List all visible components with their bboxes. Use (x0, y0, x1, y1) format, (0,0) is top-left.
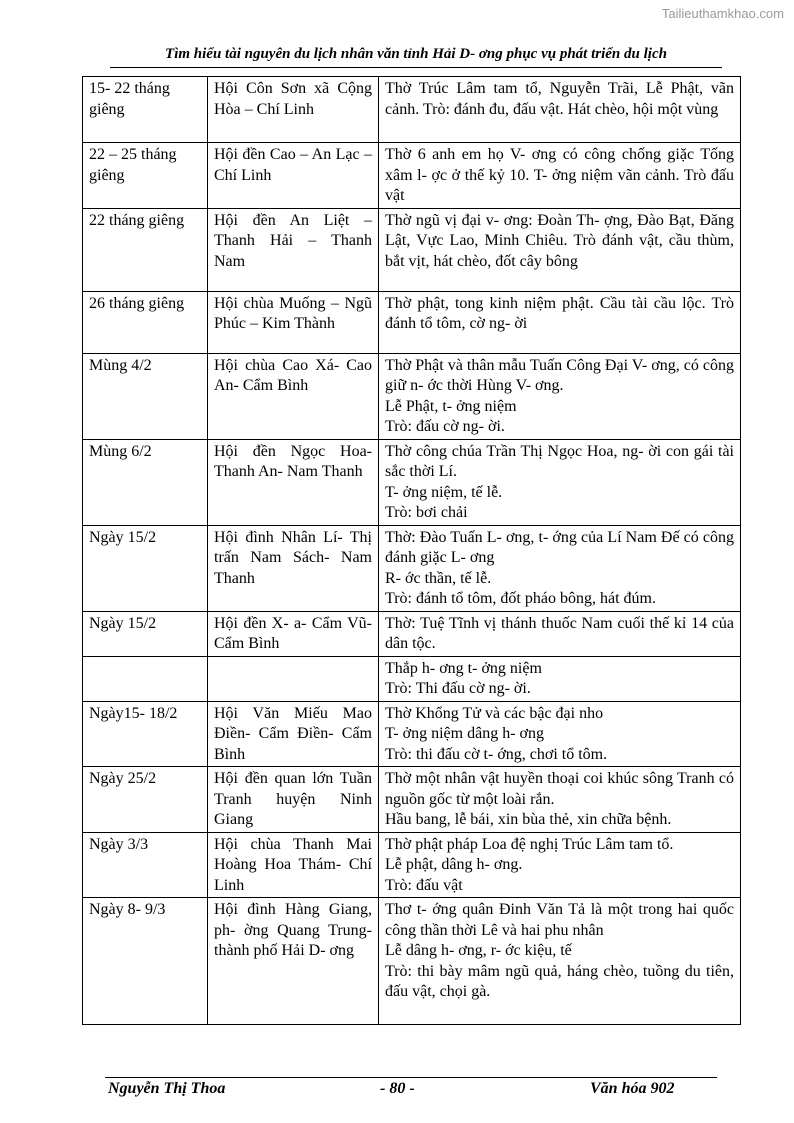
festival-place: Hội chùa Muống – Ngũ Phúc – Kim Thành (208, 291, 379, 353)
description-line: Thơ t- ớng quân Đinh Văn Tả là một trong hai quốc công thần thời Lê và hai phu nhân (385, 901, 734, 939)
description-line: Lễ dâng h- ơng, r- ớc kiệu, tế (385, 942, 572, 959)
footer-author: Nguyễn Thị Thoa (108, 1080, 226, 1097)
page-header: Tìm hiểu tài nguyên du lịch nhân văn tỉnh Hải D- ơng phục vụ phát triển du lịch (165, 46, 667, 62)
footer-course: Văn hóa 902 (590, 1080, 675, 1097)
table-row (83, 77, 741, 143)
description-line: Trò: đấu cờ ng- ời. (385, 418, 505, 435)
festival-description (379, 77, 741, 143)
festival-description (379, 208, 741, 291)
table-row (83, 611, 741, 656)
festival-description (379, 832, 741, 898)
festival-description (379, 656, 741, 701)
table-row (83, 208, 741, 291)
festival-date (83, 656, 208, 701)
festival-place: Hội đền An Liệt – Thanh Hải – Thanh Nam (208, 208, 379, 291)
festival-description (379, 611, 741, 656)
festival-description (379, 291, 741, 353)
festival-date: Ngày 8- 9/3 (83, 898, 208, 1025)
description-line: Trò: Thi đấu cờ ng- ời. (385, 680, 531, 697)
description-line: T- ởng niệm, tế lễ. (385, 483, 503, 501)
table-row (83, 832, 741, 898)
footer-page-number: - 80 - (380, 1080, 415, 1097)
description-line: Lễ phật, dâng h- ơng. (385, 856, 523, 873)
header-divider (110, 67, 722, 68)
description-line: Thờ công chúa Trần Thị Ngọc Hoa, ng- ời con gái tài sắc thời Lí. (385, 442, 734, 480)
description-line: Thờ phật pháp Loa đệ nghị Trúc Lâm tam tổ. (385, 835, 674, 853)
description-line: Thờ phật, tong kinh niệm phật. Cầu tài cầu lộc. Trò đánh tổ tôm, cờ ng- ời (385, 294, 734, 332)
table-row (83, 525, 741, 611)
description-line: Trò: đánh tổ tôm, đốt pháo bông, hát đúm. (385, 590, 656, 607)
festival-date: Ngày 3/3 (83, 832, 208, 898)
description-line: Thờ: Đào Tuấn L- ơng, t- ớng của Lí Nam Đế có công đánh giặc L- ơng (385, 528, 734, 566)
description-line: Thờ Trúc Lâm tam tổ, Nguyễn Trãi, Lễ Phật, vãn cảnh. Trò: đánh đu, đấu vật. Hát chèo, hội một vùng (385, 80, 734, 118)
table-row (83, 353, 741, 439)
festival-place: Hội đền Ngọc Hoa- Thanh An- Nam Thanh (208, 439, 379, 525)
description-line: Thờ Khổng Tử và các bậc đại nho (385, 704, 604, 722)
watermark: Tailieuthamkhao.com (661, 6, 784, 21)
festival-description (379, 353, 741, 439)
festival-place: Hội đền quan lớn Tuần Tranh huyện Ninh Giang (208, 767, 379, 833)
festival-place: Hội Văn Miếu Mao Điền- Cẩm Điền- Cẩm Bình (208, 701, 379, 767)
festival-date: 22 – 25 tháng giêng (83, 143, 208, 209)
table-row (83, 701, 741, 767)
table-row (83, 898, 741, 1025)
description-line: Trò: bơi chải (385, 504, 468, 521)
description-line: Trò: thi đấu cờ t- ớng, chơi tổ tôm. (385, 745, 608, 763)
festival-description (379, 439, 741, 525)
description-line: Thờ ngũ vị đại v- ơng: Đoàn Th- ợng, Đào Bạt, Đăng Lật, Vực Lao, Minh Chiêu. Trò đánh vật, cầu thùm, bắt vịt, hát chèo, đốt cây bông (385, 211, 734, 270)
description-line: Thắp h- ơng t- ởng niệm (385, 659, 542, 677)
festival-description (379, 143, 741, 209)
description-line: R- ớc thần, tế lễ. (385, 569, 492, 587)
festival-place: Hội đình Nhân Lí- Thị trấn Nam Sách- Nam Thanh (208, 525, 379, 611)
festival-date: Ngày 15/2 (83, 611, 208, 656)
festival-place: Hội đình Hàng Giang, ph- ờng Quang Trung- thành phố Hải D- ơng (208, 898, 379, 1025)
festival-description (379, 767, 741, 833)
festival-date: Mùng 6/2 (83, 439, 208, 525)
table-row (83, 656, 741, 701)
festival-place: Hội chùa Thanh Mai Hoàng Hoa Thám- Chí Linh (208, 832, 379, 898)
festival-date: 15- 22 tháng giêng (83, 77, 208, 143)
festival-description (379, 525, 741, 611)
description-line: T- ởng niệm dâng h- ơng (385, 725, 544, 742)
description-line: Trò: đấu vật (385, 876, 463, 894)
description-line: Thờ 6 anh em họ V- ơng có công chống giặc Tống xâm l- ợc ở thế kỷ 10. T- ởng niệm vãn cảnh. Trò đấu vật (385, 146, 734, 204)
table-row (83, 767, 741, 833)
festival-date: Mùng 4/2 (83, 353, 208, 439)
festival-place (208, 656, 379, 701)
table-row (83, 143, 741, 209)
table-row (83, 291, 741, 353)
footer-divider (105, 1077, 717, 1078)
festival-description (379, 701, 741, 767)
festival-place: Hội Côn Sơn xã Cộng Hòa – Chí Linh (208, 77, 379, 143)
festival-place: Hội chùa Cao Xá- Cao An- Cẩm Bình (208, 353, 379, 439)
festival-date: Ngày 15/2 (83, 525, 208, 611)
festival-place: Hội đền Cao – An Lạc – Chí Linh (208, 143, 379, 209)
description-line: Lễ Phật, t- ởng niệm (385, 397, 517, 415)
festival-date: 22 tháng giêng (83, 208, 208, 291)
festival-date: 26 tháng giêng (83, 291, 208, 353)
festival-table-body (83, 77, 741, 1025)
festival-description (379, 898, 741, 1025)
description-line: Thờ: Tuệ Tĩnh vị thánh thuốc Nam cuối thế kỉ 14 của dân tộc. (385, 614, 734, 652)
description-line: Hầu bang, lễ bái, xin bùa thẻ, xin chữa bệnh. (385, 811, 672, 828)
description-line: Thờ một nhân vật huyền thoại coi khúc sông Tranh có nguồn gốc từ một loài rắn. (385, 770, 734, 808)
festival-table (82, 76, 741, 1025)
festival-date: Ngày15- 18/2 (83, 701, 208, 767)
description-line: Thờ Phật và thân mẫu Tuấn Công Đại V- ơng, có công giữ n- ớc thời Hùng V- ơng. (385, 356, 734, 394)
festival-date: Ngày 25/2 (83, 767, 208, 833)
festival-place: Hội đền X- a- Cẩm Vũ- Cẩm Bình (208, 611, 379, 656)
description-line: Trò: thi bày mâm ngũ quả, háng chèo, tuồng du tiên, đấu vật, chọi gà. (385, 962, 734, 1000)
table-row (83, 439, 741, 525)
